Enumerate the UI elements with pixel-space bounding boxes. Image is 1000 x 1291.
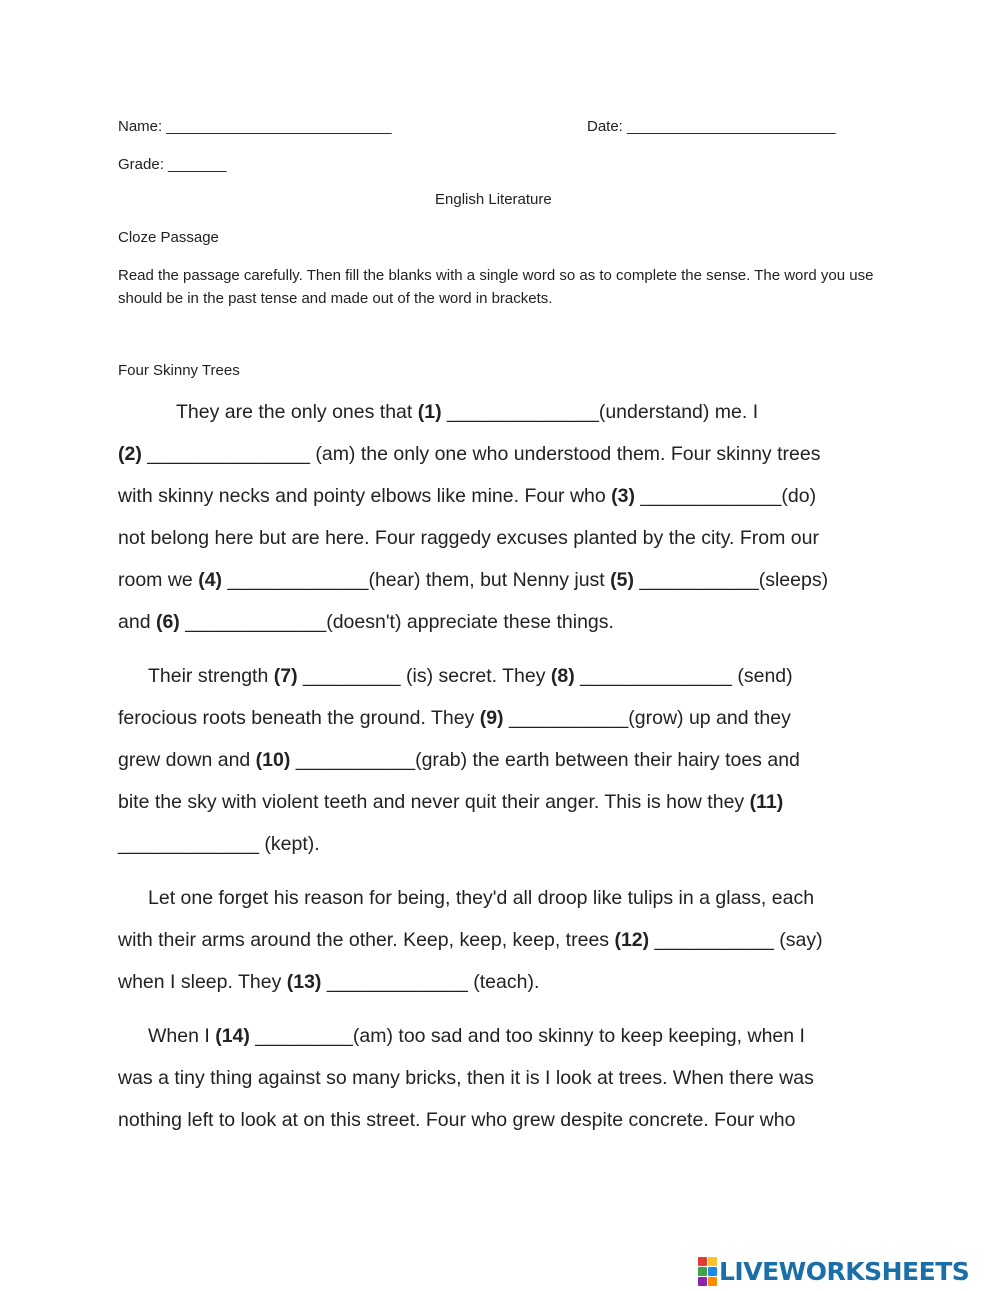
passage-text: and: [118, 611, 156, 633]
passage-text: was a tiny thing against so many bricks, then it is I look at trees. When there was: [118, 1067, 814, 1089]
passage-line: [118, 748, 800, 772]
grade-field-label: Grade: _______: [118, 156, 227, 173]
passage-text: grew down and: [118, 749, 256, 771]
passage-line: [118, 484, 816, 508]
passage-text: ___________(grab) the earth between their hairy toes and: [290, 749, 800, 771]
logo-block: [698, 1257, 707, 1266]
blank-number: (9): [479, 707, 504, 729]
passage-line: [148, 664, 793, 688]
logo-block: [698, 1277, 707, 1286]
logo-block: [708, 1267, 717, 1276]
passage-text: They are the only ones that: [176, 401, 418, 423]
logo-blocks-icon: [698, 1257, 717, 1286]
blank-number: (2): [118, 443, 142, 465]
passage-text: not belong here but are here. Four raggedy excuses planted by the city. From our: [118, 527, 819, 549]
passage-text: Their strength: [148, 665, 274, 687]
passage-text: ___________(sleeps): [634, 569, 829, 591]
logo-text: LIVEWORKSHEETS: [719, 1256, 970, 1286]
passage-text: nothing left to look at on this street. Four who grew despite concrete. Four who: [118, 1109, 796, 1131]
passage-line: [148, 1024, 805, 1048]
passage-text: ______________ (send): [574, 665, 793, 687]
blank-number: (7): [273, 665, 298, 687]
passage-text: _____________(hear) them, but Nenny just: [222, 569, 611, 591]
passage-line: [118, 1108, 795, 1132]
passage-text: _____________ (teach).: [321, 971, 540, 993]
passage-line: [118, 442, 820, 466]
passage-line: [118, 568, 828, 592]
passage-text: ferocious roots beneath the ground. They: [118, 707, 480, 729]
blank-number: (10): [255, 749, 291, 771]
blank-number: (13): [286, 971, 322, 993]
blank-number: (6): [155, 611, 180, 633]
passage-text: _____________(do): [635, 485, 817, 507]
passage-text: when I sleep. They: [118, 971, 287, 993]
blank-number: (3): [611, 485, 635, 507]
passage-line: [118, 610, 614, 634]
passage-text: ______________(understand) me. I: [441, 401, 759, 423]
passage-line: [118, 706, 791, 730]
logo-block: [698, 1267, 707, 1276]
blank-number: (5): [610, 569, 634, 591]
section-title: Cloze Passage: [118, 229, 219, 246]
passage-text: _____________(doesn't) appreciate these things.: [179, 611, 614, 633]
liveworksheets-logo: [698, 1254, 969, 1288]
blank-number: (1): [417, 401, 442, 423]
passage-text: with their arms around the other. Keep, keep, keep, trees: [118, 929, 615, 951]
passage-text: _______________ (am) the only one who understood them. Four skinny trees: [141, 443, 821, 465]
passage-line: [118, 970, 539, 994]
passage-line: [118, 790, 783, 814]
passage-text: with skinny necks and pointy elbows like mine. Four who: [118, 485, 612, 507]
passage-line: [176, 400, 758, 424]
passage-line: [118, 526, 819, 550]
passage-text: _____________ (kept).: [118, 833, 320, 855]
blank-number: (8): [550, 665, 575, 687]
passage-line: [148, 886, 814, 910]
blank-number: (12): [614, 929, 650, 951]
passage-text: ___________(grow) up and they: [503, 707, 791, 729]
passage-line: [118, 832, 320, 856]
passage-title: Four Skinny Trees: [118, 362, 240, 379]
blank-number: (14): [215, 1025, 250, 1047]
passage-text: room we: [118, 569, 199, 591]
passage-text: _________(am) too sad and too skinny to keep keeping, when I: [249, 1025, 805, 1047]
passage-text: Let one forget his reason for being, they'd all droop like tulips in a glass, each: [148, 887, 815, 909]
instructions: Read the passage carefully. Then fill the blanks with a single word so as to complete the sense. The word you use should be in the past tense and made out of the word in brackets.: [118, 267, 874, 307]
logo-block: [708, 1257, 717, 1266]
passage-line: [118, 928, 823, 952]
passage-text: ___________ (say): [649, 929, 823, 951]
date-field-label: Date: _________________________: [587, 118, 836, 135]
passage-text: bite the sky with violent teeth and never quit their anger. This is how they: [118, 791, 750, 813]
name-field-label: Name: ___________________________: [118, 118, 392, 135]
passage-line: [118, 1066, 814, 1090]
passage-text: _________ (is) secret. They: [297, 665, 551, 687]
logo-block: [708, 1277, 717, 1286]
passage-text: When I: [148, 1025, 216, 1047]
blank-number: (11): [749, 791, 784, 813]
subject-title: English Literature: [435, 191, 552, 208]
blank-number: (4): [198, 569, 223, 591]
